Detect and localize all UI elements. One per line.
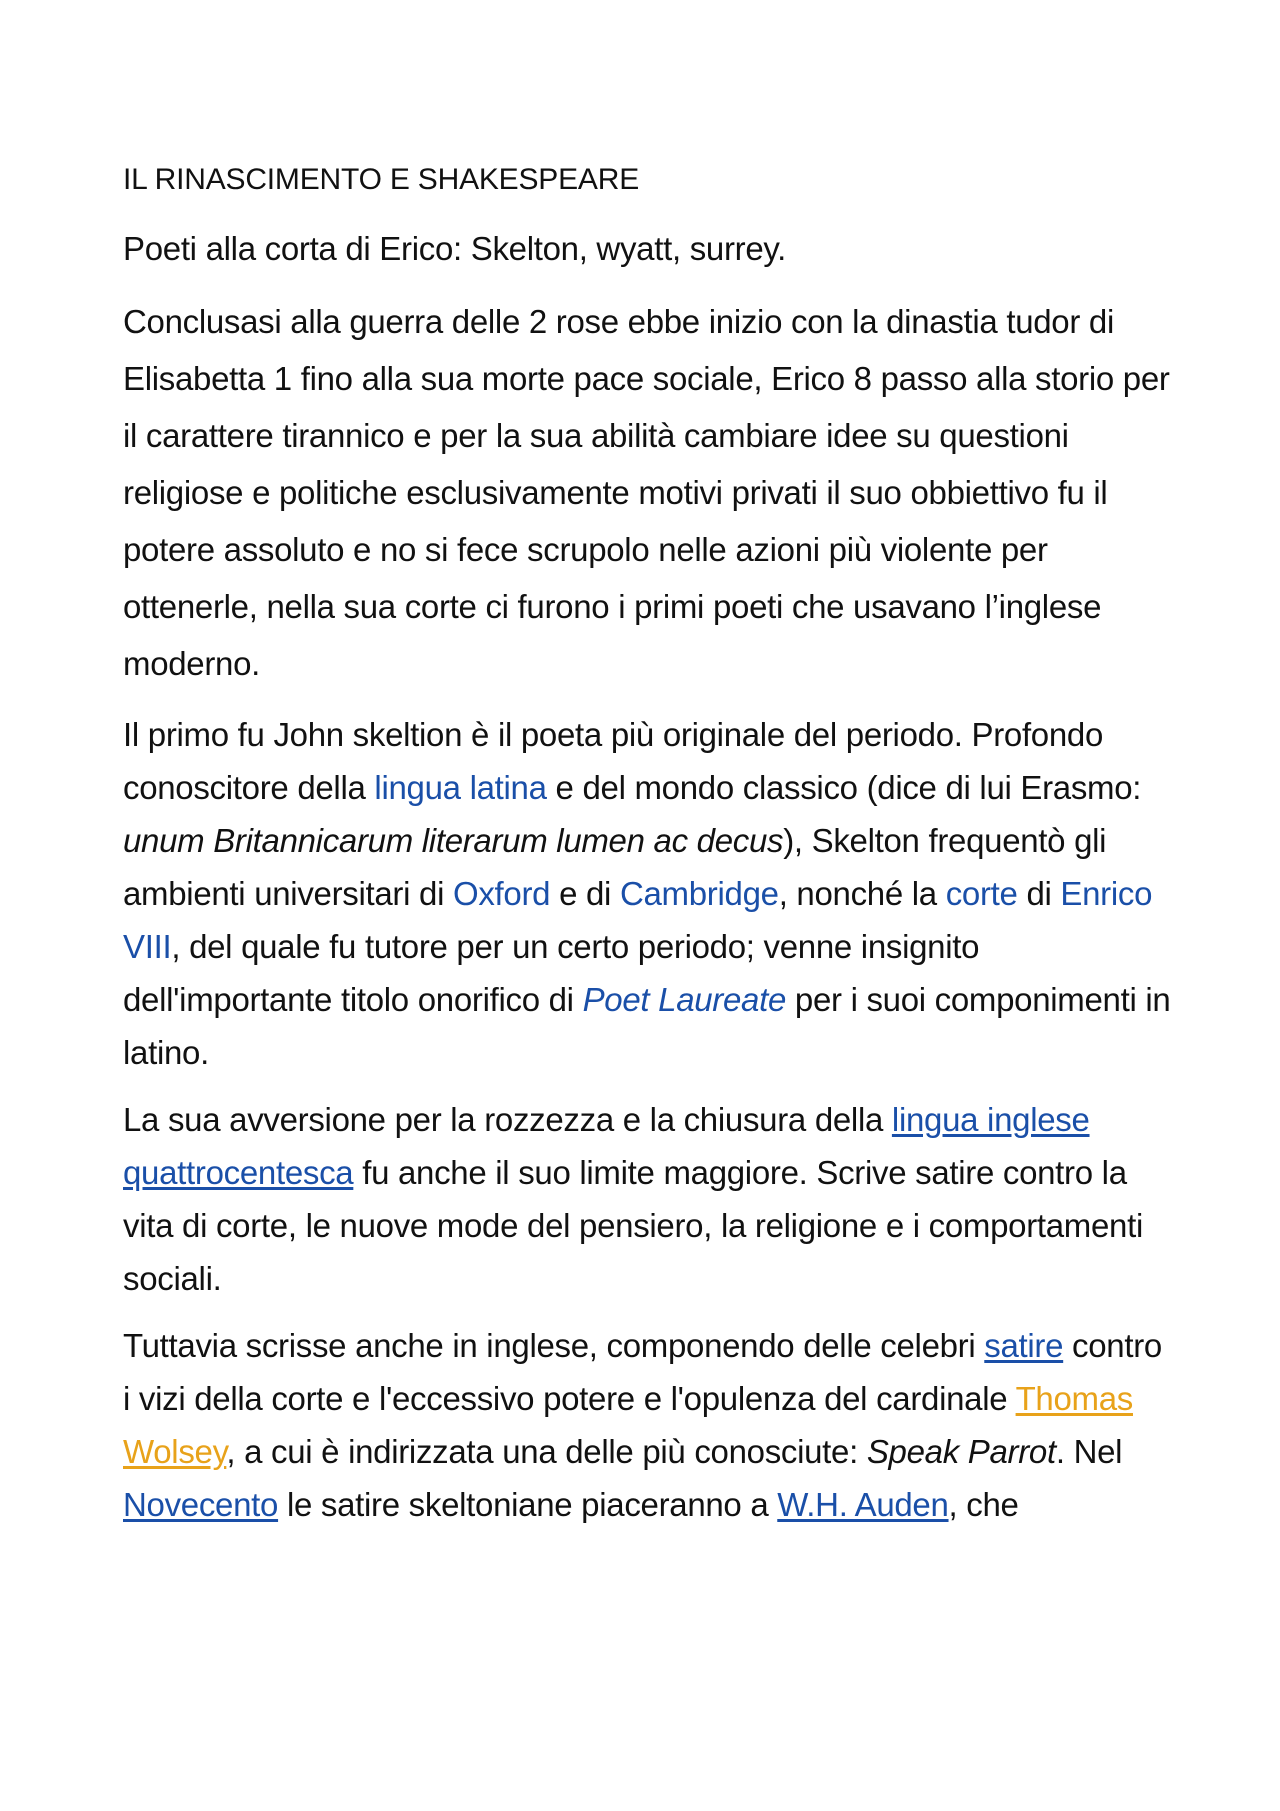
- paragraph-skelton-intro: [123, 708, 1173, 1079]
- text-run: , a cui è indirizzata una delle più conosciute:: [226, 1433, 867, 1470]
- text-run: , nonché la: [778, 875, 946, 912]
- link-lingua-latina[interactable]: lingua latina: [374, 769, 547, 806]
- text-run: le satire skeltoniane piaceranno a: [278, 1486, 778, 1523]
- link-poet-laureate[interactable]: Poet Laureate: [582, 981, 787, 1018]
- paragraph-skelton-limits: [123, 1093, 1173, 1305]
- text-run: contro i vizi della corte e l'eccessivo potere e l'opulenza del cardinale: [123, 1327, 1162, 1417]
- paragraph-skelton-satires: [123, 1319, 1173, 1531]
- document-title: IL RINASCIMENTO E SHAKESPEARE: [123, 163, 640, 196]
- document-body: [123, 158, 1173, 1545]
- link-wh-auden[interactable]: W.H. Auden: [777, 1486, 949, 1523]
- text-run: La sua avversione per la rozzezza e la chiusura della: [123, 1101, 892, 1138]
- text-run: . Nel: [1055, 1433, 1123, 1470]
- link-quattrocentesca[interactable]: quattrocentesca: [123, 1154, 354, 1191]
- text-run: di: [1017, 875, 1061, 912]
- text-run: e di: [550, 875, 620, 912]
- text-run: Il primo fu John skeltion è il poeta più originale del periodo. Profondo conoscitore della: [123, 716, 1104, 806]
- italic-speak-parrot: Speak Parrot: [866, 1433, 1056, 1470]
- link-cambridge[interactable]: Cambridge: [619, 875, 779, 912]
- text-run: Tuttavia scrisse anche in inglese, componendo delle celebri: [123, 1327, 985, 1364]
- text-run: ), Skelton frequentò gli ambienti universitari di: [123, 822, 1107, 912]
- link-thomas-wolsey[interactable]: Thomas Wolsey: [123, 1380, 1133, 1470]
- link-enrico-viii[interactable]: Enrico VIII: [123, 875, 1153, 965]
- paragraph-historical-context: Conclusasi alla guerra delle 2 rose ebbe inizio con la dinastia tudor di Elisabetta 1 fino alla sua morte pace sociale, Erico 8 passo alla storio per il carattere tirannico e per la sua abilità cambiare idee su questioni religiose e politiche esclusivamente motivi privati il suo obbiettivo fu il potere assoluto e no si fece scrupolo nelle azioni più violente per ottenerle, nella sua corte ci furono i primi poeti che usavano l’inglese moderno.: [123, 303, 1170, 682]
- link-lingua-inglese[interactable]: lingua inglese: [891, 1101, 1090, 1138]
- text-run: e del mondo classico (dice di lui Erasmo:: [546, 769, 1142, 806]
- link-novecento[interactable]: Novecento: [123, 1486, 279, 1523]
- link-corte[interactable]: corte: [945, 875, 1018, 912]
- text-run: per i suoi componimenti in latino.: [123, 981, 1171, 1071]
- text-run: , del quale fu tutore per un certo periodo; venne insignito dell'importante titolo onorifico di: [123, 928, 980, 1018]
- link-oxford[interactable]: Oxford: [452, 875, 551, 912]
- text-run: , che: [948, 1486, 1019, 1523]
- link-satire[interactable]: satire: [984, 1327, 1064, 1364]
- text-run: fu anche il suo limite maggiore. Scrive satire contro la vita di corte, le nuove mode del pensiero, la religione e i comportamenti sociali.: [123, 1154, 1144, 1297]
- paragraph-poets: Poeti alla corta di Erico: Skelton, wyatt, surrey.: [123, 230, 786, 267]
- italic-quote-erasmo: unum Britannicarum literarum lumen ac decus: [123, 822, 784, 859]
